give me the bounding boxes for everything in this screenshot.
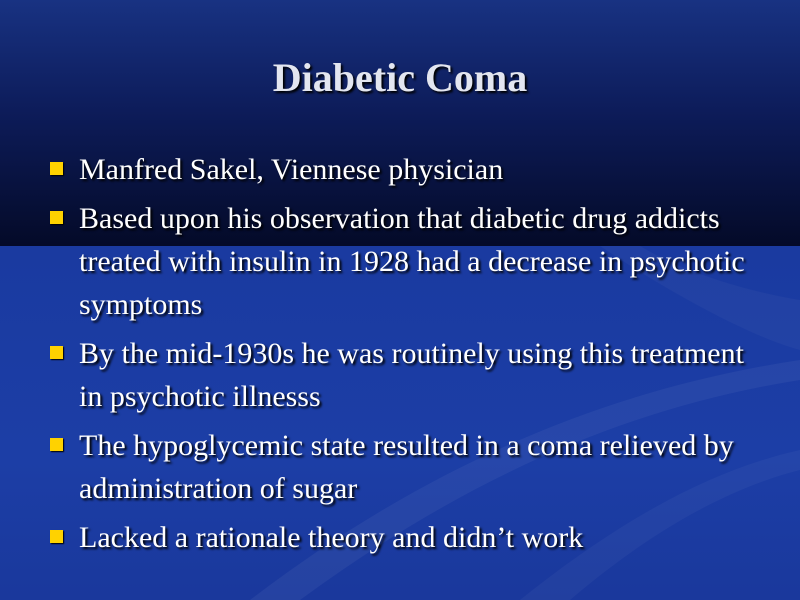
bullet-text: Based upon his observation that diabetic drug addicts treated with insulin in 1928 had a decrease in psychotic symptoms [79,202,745,321]
bullet-item [46,516,746,559]
bullet-item [46,148,746,191]
bullet-item [46,424,746,510]
bullet-text: Lacked a rationale theory and didn’t work [79,521,584,554]
square-bullet-icon [50,346,63,359]
square-bullet-icon [50,162,63,175]
bullet-text: By the mid-1930s he was routinely using this treatment in psychotic illnesss [79,337,744,413]
square-bullet-icon [50,530,63,543]
bullet-item [46,332,746,418]
square-bullet-icon [50,211,63,224]
bullet-text: The hypoglycemic state resulted in a coma relieved by administration of sugar [79,429,734,505]
bullet-list [46,148,746,565]
bullet-item [46,197,746,326]
slide-title: Diabetic Coma [272,55,528,100]
square-bullet-icon [50,438,63,451]
bullet-text: Manfred Sakel, Viennese physician [79,153,504,186]
